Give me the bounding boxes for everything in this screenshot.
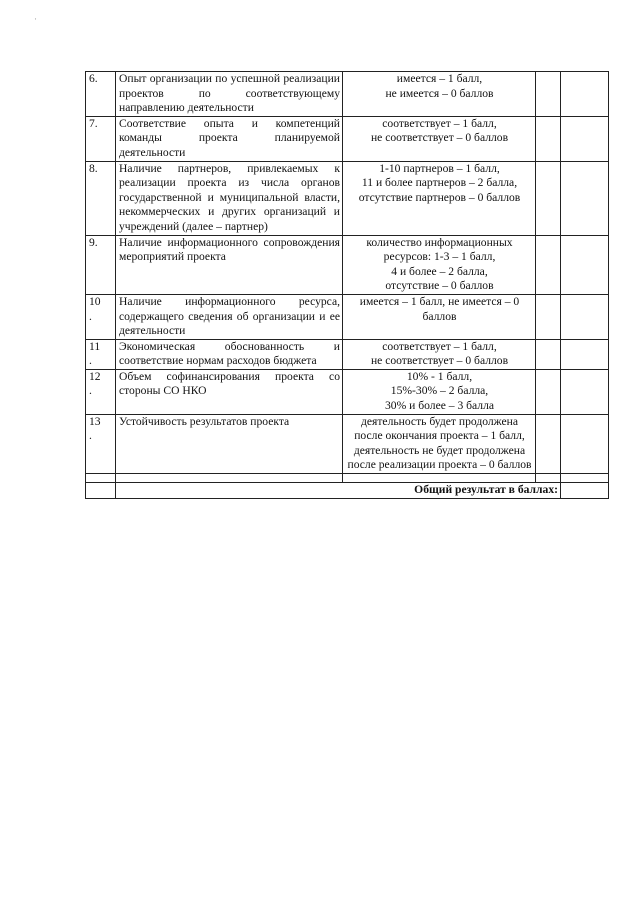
score-cell-2 (561, 235, 609, 294)
table-row (86, 369, 609, 414)
score-cell-1 (536, 294, 561, 339)
table-row (86, 414, 609, 473)
score-cell-2 (561, 369, 609, 414)
table-row (86, 294, 609, 339)
table-row (86, 116, 609, 161)
criterion-scoring: имеется – 1 балл, не имеется – 0 баллов (343, 294, 536, 339)
table-row (86, 72, 609, 117)
table-row (86, 339, 609, 369)
criterion-name: Наличие информационного сопровождения мероприятий проекта (116, 235, 343, 294)
criterion-number: 6. (86, 72, 116, 117)
criterion-name: Соответствие опыта и компетенций команды проекта планируемой деятельности (116, 116, 343, 161)
empty-cell (116, 474, 343, 483)
empty-cell (536, 474, 561, 483)
criterion-name: Опыт организации по успешной реализации проектов по соответствующему направлению деятельности (116, 72, 343, 117)
empty-cell (343, 474, 536, 483)
score-cell-1 (536, 235, 561, 294)
criterion-name: Экономическая обоснованность и соответствие нормам расходов бюджета (116, 339, 343, 369)
criterion-number: 9. (86, 235, 116, 294)
total-score-label: Общий результат в баллах: (116, 483, 561, 499)
score-cell-2 (561, 116, 609, 161)
summary-row (86, 483, 609, 499)
criterion-name: Наличие информационного ресурса, содержащего сведения об организации и ее деятельности (116, 294, 343, 339)
score-cell-1 (536, 72, 561, 117)
criteria-table-body (86, 72, 609, 499)
criterion-name: Объем софинансирования проекта со стороны СО НКО (116, 369, 343, 414)
criterion-number: 13 . (86, 414, 116, 473)
criterion-number: 10 . (86, 294, 116, 339)
score-cell-1 (536, 116, 561, 161)
score-cell-1 (536, 414, 561, 473)
score-cell-2 (561, 294, 609, 339)
score-cell-2 (561, 414, 609, 473)
criterion-scoring: имеется – 1 балл, не имеется – 0 баллов (343, 72, 536, 117)
criterion-name: Наличие партнеров, привлекаемых к реализации проекта из числа органов государственной и муниципальной власти, некоммерческих и других организаций и учреждений (далее – партнер) (116, 161, 343, 235)
empty-cell (86, 483, 116, 499)
criterion-scoring: 10% - 1 балл, 15%-30% – 2 балла, 30% и более – 3 балла (343, 369, 536, 414)
total-score-value (561, 483, 609, 499)
table-row-empty (86, 474, 609, 483)
score-cell-2 (561, 339, 609, 369)
criterion-scoring: соответствует – 1 балл, не соответствует – 0 баллов (343, 339, 536, 369)
score-cell-1 (536, 339, 561, 369)
page-mark: · (34, 14, 37, 24)
score-cell-1 (536, 369, 561, 414)
criterion-number: 7. (86, 116, 116, 161)
empty-cell (561, 474, 609, 483)
criterion-number: 11 . (86, 339, 116, 369)
score-cell-2 (561, 72, 609, 117)
criterion-scoring: соответствует – 1 балл, не соответствует – 0 баллов (343, 116, 536, 161)
criterion-number: 12 . (86, 369, 116, 414)
evaluation-criteria-table (85, 71, 609, 499)
criterion-scoring: 1-10 партнеров – 1 балл, 11 и более партнеров – 2 балла, отсутствие партнеров – 0 баллов (343, 161, 536, 235)
criterion-number: 8. (86, 161, 116, 235)
criterion-name: Устойчивость результатов проекта (116, 414, 343, 473)
table-row (86, 161, 609, 235)
criterion-scoring: количество информационных ресурсов: 1-3 – 1 балл, 4 и более – 2 балла, отсутствие – 0 баллов (343, 235, 536, 294)
table-row (86, 235, 609, 294)
empty-cell (86, 474, 116, 483)
criterion-scoring: деятельность будет продолжена после окончания проекта – 1 балл, деятельность не будет продолжена после реализации проекта – 0 баллов (343, 414, 536, 473)
score-cell-2 (561, 161, 609, 235)
score-cell-1 (536, 161, 561, 235)
